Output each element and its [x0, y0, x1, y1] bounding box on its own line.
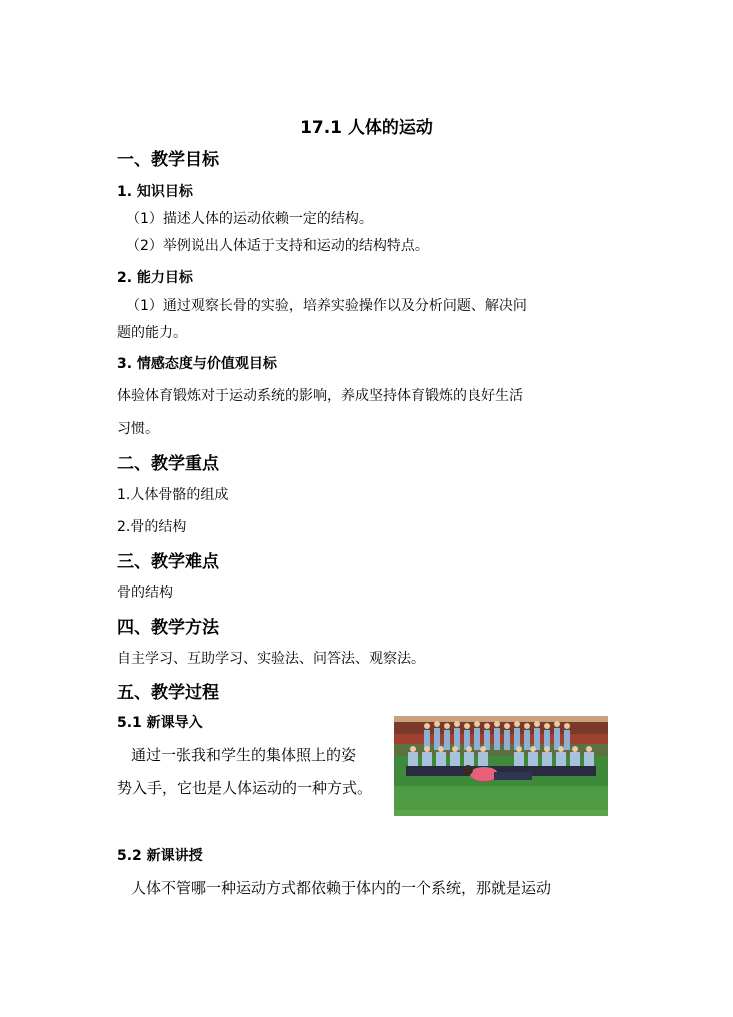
teaching-line-1: 人体不管哪一种运动方式都依赖于体内的一个系统，那就是运动 [131, 879, 552, 897]
section-heading-process: 五、教学过程 [117, 683, 219, 703]
methods-text: 自主学习、互助学习、实验法、问答法、观察法。 [117, 651, 425, 667]
group-photo [394, 716, 608, 816]
subheading-ability: 2. 能力目标 [117, 270, 193, 286]
ability-item-1-line-1: （1）通过观察长骨的实验，培养实验操作以及分析问题、解决问 [126, 298, 527, 314]
intro-line-2: 势入手，它也是人体运动的一种方式。 [117, 779, 373, 797]
page-title: 17.1 人体的运动 [300, 118, 433, 138]
ability-item-1-line-2: 题的能力。 [117, 325, 187, 341]
attitude-line-1: 体验体育锻炼对于运动系统的影响，养成坚持体育锻炼的良好生活 [117, 388, 523, 404]
subheading-intro: 5.1 新课导入 [117, 715, 203, 731]
section-heading-methods: 四、教学方法 [117, 618, 219, 638]
section-heading-difficulties: 三、教学难点 [117, 552, 219, 572]
section-heading-objectives: 一、教学目标 [117, 150, 219, 170]
difficulty-text: 骨的结构 [117, 585, 173, 601]
attitude-line-2: 习惯。 [117, 421, 159, 437]
knowledge-item-2: （2）举例说出人体适于支持和运动的结构特点。 [126, 238, 429, 254]
intro-line-1: 通过一张我和学生的集体照上的姿 [131, 746, 357, 764]
key-point-1: 1.人体骨骼的组成 [117, 487, 229, 503]
key-point-2: 2.骨的结构 [117, 519, 187, 535]
knowledge-item-1: （1）描述人体的运动依赖一定的结构。 [126, 211, 373, 227]
subheading-knowledge: 1. 知识目标 [117, 184, 193, 200]
section-heading-key-points: 二、教学重点 [117, 454, 219, 474]
subheading-attitude: 3. 情感态度与价值观目标 [117, 356, 277, 372]
subheading-teaching: 5.2 新课讲授 [117, 848, 203, 864]
